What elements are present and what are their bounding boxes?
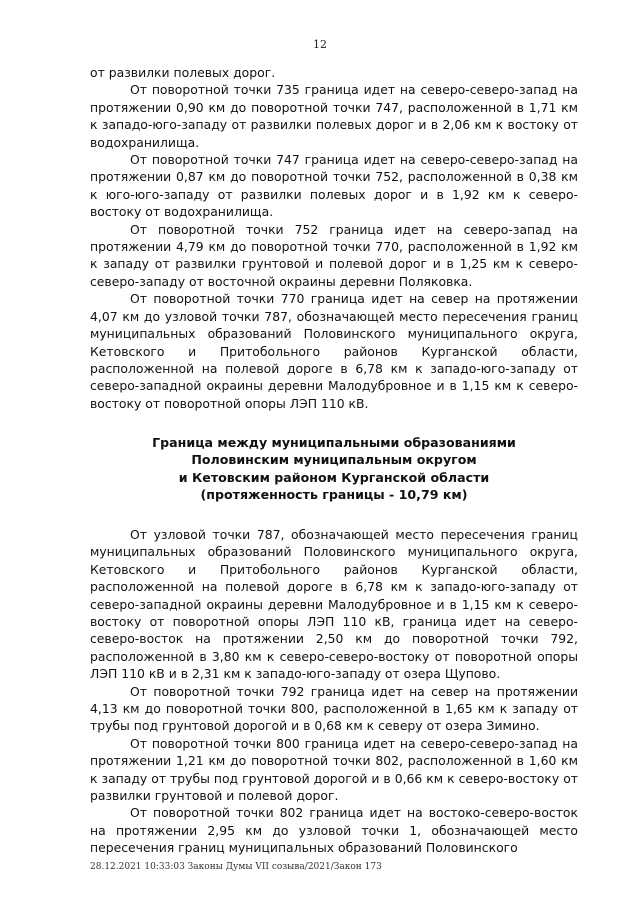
- section-heading: [90, 434, 578, 503]
- heading-line: Половинским муниципальным округом: [191, 452, 477, 468]
- document-body: [90, 64, 578, 857]
- paragraph: От поворотной точки 735 граница идет на северо-северо-запад на протяжении 0,90 км до поворотной точки 747, расположенной в 1,71 км к западо-юго-западу от развилки полевых дорог и в 2,06 км к востоку от водохранилища.: [90, 82, 578, 150]
- heading-line: (протяженность границы - 10,79 км): [200, 486, 468, 502]
- paragraph: От поворотной точки 747 граница идет на северо-северо-запад на протяжении 0,87 км до поворотной точки 752, расположенной в 0,38 км к юго-юго-западу от развилки полевых дорог и в 1,92 км к северо-востоку от водохранилища.: [90, 152, 578, 220]
- paragraph: От поворотной точки 770 граница идет на север на протяжении 4,07 км до узловой точки 787, обозначающей место пересечения границ муниципальных образований Половинского муниципального округа, Кетовского и Притобольного районов Курганской области, расположенной на полевой дороге в 6,78 км к западо-юго-западу от северо-западной окраины деревни Малодубровное и в 1,15 км к северо-востоку от поворотной опоры ЛЭП 110 кВ.: [90, 291, 578, 411]
- paragraph: От поворотной точки 800 граница идет на северо-северо-запад на протяжении 1,21 км до поворотной точки 802, расположенной в 1,60 км к западу от трубы под грунтовой дорогой и в 0,66 км к северо-востоку от развилки грунтовой и полевой дорог.: [90, 735, 578, 804]
- document-footer: 28.12.2021 10:33:03 Законы Думы VII созыва/2021/Закон 173: [90, 862, 382, 872]
- paragraph: От узловой точки 787, обозначающей место пересечения границ муниципальных образований Половинского муниципального округа, Кетовского и Притобольного районов Курганской области, расположенной на полевой дороге в 6,78 км к западо-юго-западу от северо-западной окраины деревни Малодубровное и в 1,15 км к северо-востоку от поворотной опоры ЛЭП 110 кВ, граница идет на северо-северо-восток на протяжении 2,50 км до поворотной точки 792, расположенной в 3,80 км к северо-северо-востоку от поворотной опоры ЛЭП 110 кВ и в 2,31 км к западо-юго-западу от озера Щупово.: [90, 526, 578, 682]
- heading-line: Граница между муниципальными образованиями: [152, 435, 516, 451]
- heading-line: и Кетовским районом Курганской области: [178, 469, 490, 485]
- paragraph: От поворотной точки 802 граница идет на востоко-северо-восток на протяжении 2,95 км до узловой точки 1, обозначающей место пересечения границ муниципальных образований Половинского: [90, 805, 578, 856]
- page-number: 12: [313, 38, 327, 51]
- paragraph: От поворотной точки 752 граница идет на северо-запад на протяжении 4,79 км до поворотной точки 770, расположенной в 1,92 км к западу от развилки грунтовой и полевой дорог и в 1,25 км к северо-северо-западу от восточной окраины деревни Поляковка.: [90, 221, 578, 289]
- paragraph: от развилки полевых дорог.: [90, 65, 276, 80]
- paragraph: От поворотной точки 792 граница идет на север на протяжении 4,13 км до поворотной точки 800, расположенной в 1,65 км к западу от трубы под грунтовой дорогой и в 0,68 км к северу от озера Зимино.: [90, 683, 578, 734]
